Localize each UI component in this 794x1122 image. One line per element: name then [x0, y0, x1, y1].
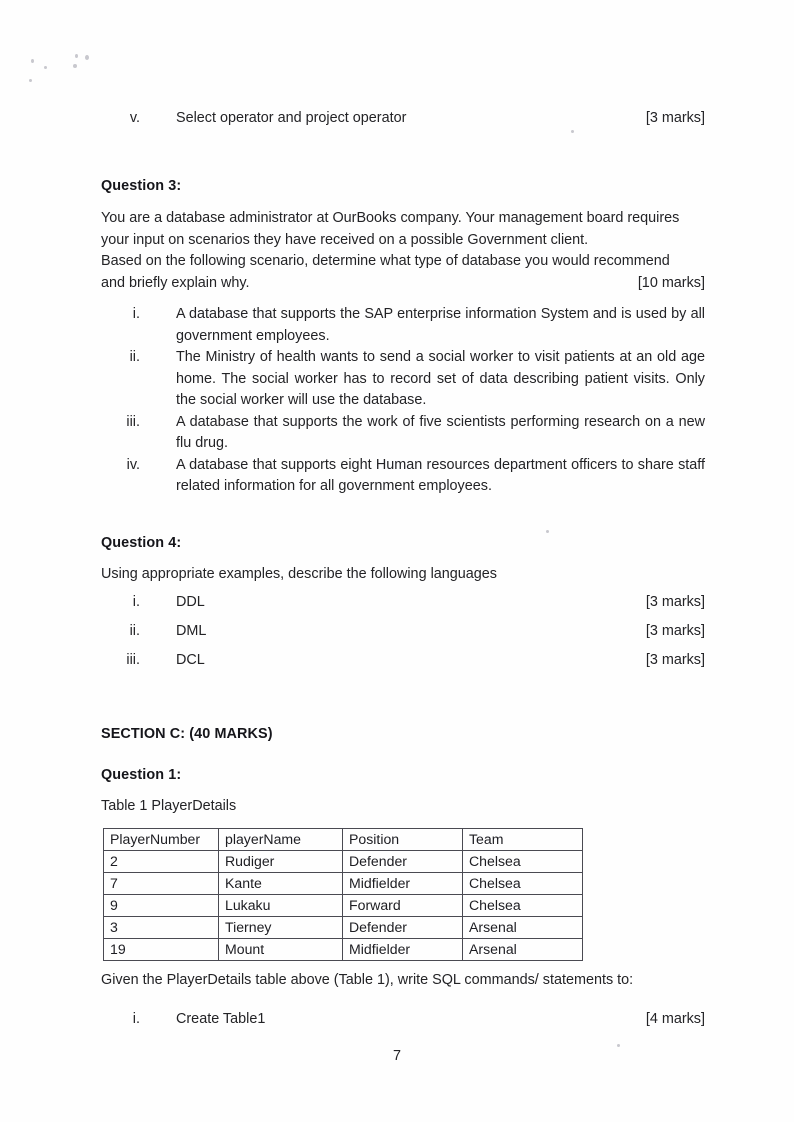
table-header-cell: PlayerNumber: [104, 829, 219, 851]
question-3-list: [101, 304, 705, 498]
table-cell: 19: [104, 939, 219, 961]
list-item-numeral: i.: [132, 1011, 140, 1027]
section-c-question-heading-wrap: [101, 767, 705, 783]
question-3-intro-line-2: your input on scenarios they have received on a possible Government client.: [101, 231, 589, 248]
question-3-intro-line-1: You are a database administrator at OurBooks company. Your management board requires: [101, 210, 680, 226]
question-4-section: [101, 535, 705, 551]
table-cell: Forward: [343, 895, 463, 917]
table-cell: Defender: [343, 917, 463, 939]
list-item: [101, 621, 705, 650]
scan-speck: [571, 130, 574, 133]
marks-label: [3 marks]: [645, 594, 705, 610]
list-item-text: Select operator and project operator: [176, 110, 407, 126]
question-3-intro-line-3: Based on the following scenario, determine what type of database you would recommend: [101, 253, 670, 269]
section-c-heading: SECTION C: (40 MARKS): [101, 726, 273, 742]
scan-speck: [73, 64, 77, 68]
question-3-section: [101, 178, 705, 194]
table-cell: Arsenal: [463, 917, 583, 939]
list-item-numeral: i.: [132, 306, 140, 322]
list-item-numeral: ii.: [129, 349, 140, 365]
marks-label: [3 marks]: [645, 652, 705, 668]
list-item-text: A database that supports the work of five scientists performing research on a new flu drug.: [176, 413, 705, 451]
table-cell: Chelsea: [463, 873, 583, 895]
top-list-item-section: [101, 108, 705, 130]
list-item-text: A database that supports the SAP enterprise information System and is used by all government employees.: [176, 306, 705, 344]
table-header-cell: Position: [343, 829, 463, 851]
table-caption: Table 1 PlayerDetails: [101, 798, 237, 814]
marks-label: [3 marks]: [645, 110, 705, 126]
section-c-prompt: Given the PlayerDetails table above (Table 1), write SQL commands/ statements to:: [101, 972, 634, 988]
list-item: [101, 304, 705, 347]
question-3-intro-line-4: and briefly explain why.: [101, 274, 250, 291]
marks-label: [4 marks]: [645, 1011, 705, 1027]
table-cell: Mount: [219, 939, 343, 961]
list-item-numeral: v.: [129, 110, 140, 126]
list-item-text: DML: [176, 623, 207, 639]
table-caption-wrap: [101, 796, 705, 818]
list-item-text: DCL: [176, 652, 205, 668]
table-header-cell: Team: [463, 829, 583, 851]
table-header-row: [104, 829, 583, 851]
list-item-text: Create Table1: [176, 1011, 266, 1027]
list-item-text: A database that supports eight Human resources department officers to share staff related information for all government employees.: [176, 456, 705, 494]
scan-speck: [617, 1044, 620, 1047]
question-4-intro: [101, 564, 705, 586]
scan-speck: [85, 55, 89, 60]
section-c-heading-wrap: [101, 726, 705, 742]
table-header-cell: playerName: [219, 829, 343, 851]
table-cell: 2: [104, 851, 219, 873]
scan-speck: [546, 530, 549, 533]
table-cell: Lukaku: [219, 895, 343, 917]
list-item: [101, 455, 705, 498]
page-number: 7: [392, 1048, 401, 1064]
question-3-intro: [101, 208, 705, 294]
table-row: [104, 917, 583, 939]
list-item: [101, 108, 705, 130]
list-item: [101, 347, 705, 412]
list-item: [101, 650, 705, 679]
list-item: [101, 1009, 705, 1031]
list-item-numeral: iv.: [126, 456, 140, 473]
question-4-list: [101, 592, 705, 679]
scan-speck: [29, 79, 32, 82]
table-row: [104, 873, 583, 895]
marks-label: [3 marks]: [645, 623, 705, 639]
table-cell: Chelsea: [463, 851, 583, 873]
section-c-list: [101, 1009, 705, 1031]
table-cell: Rudiger: [219, 851, 343, 873]
list-item: [101, 412, 705, 455]
scan-speck: [44, 66, 47, 69]
section-c-prompt-wrap: [101, 970, 705, 992]
table-cell: Kante: [219, 873, 343, 895]
table-cell: 3: [104, 917, 219, 939]
table-row: [104, 939, 583, 961]
list-item-numeral: iii.: [126, 413, 140, 430]
table-cell: 9: [104, 895, 219, 917]
table-cell: 7: [104, 873, 219, 895]
question-4-heading: Question 4:: [101, 535, 182, 551]
list-item-numeral: iii.: [126, 652, 140, 668]
scan-speck: [75, 54, 78, 58]
list-item-numeral: ii.: [129, 623, 140, 639]
question-4-intro-text: Using appropriate examples, describe the following languages: [101, 566, 497, 582]
list-item: [101, 592, 705, 621]
table-cell: Midfielder: [343, 939, 463, 961]
question-3-heading: Question 3:: [101, 178, 182, 194]
scan-speck: [31, 59, 34, 63]
list-item-numeral: i.: [132, 594, 140, 610]
list-item-text: The Ministry of health wants to send a social worker to visit patients at an old age home. The social worker has to record set of data describing patient visits. Only the social worker will use the database.: [176, 349, 705, 408]
section-c-question-1-heading: Question 1:: [101, 767, 182, 783]
table-row: [104, 851, 583, 873]
table-cell: Midfielder: [343, 873, 463, 895]
table-row: [104, 895, 583, 917]
marks-label: [10 marks]: [637, 274, 705, 291]
table-cell: Chelsea: [463, 895, 583, 917]
table-cell: Defender: [343, 851, 463, 873]
list-item-text: DDL: [176, 594, 205, 610]
table-cell: Tierney: [219, 917, 343, 939]
table-cell: Arsenal: [463, 939, 583, 961]
player-details-table: [103, 828, 583, 961]
